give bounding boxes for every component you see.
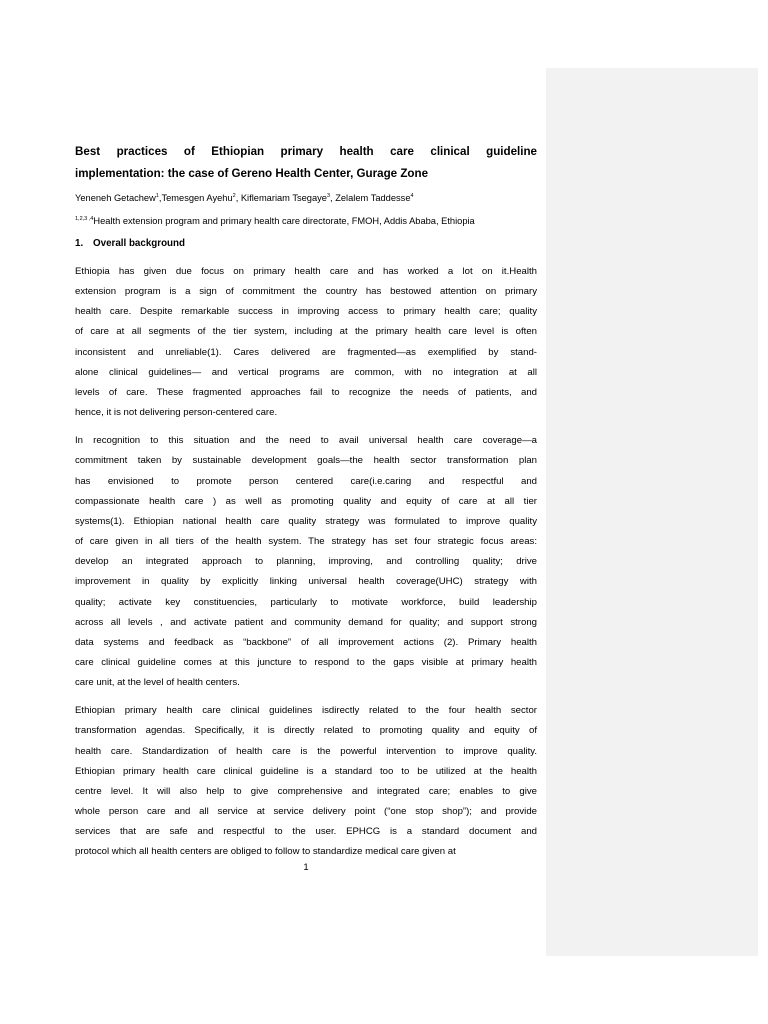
- author-sup: 4: [410, 193, 414, 199]
- author-list: [75, 191, 537, 205]
- paragraph-line: levels of care. These fragmented approaches fail to recognize the needs of patients, and: [75, 386, 537, 398]
- paragraph-line: alone clinical guidelines— and vertical programs are common, with no integration at all: [75, 366, 537, 378]
- paragraph-line: protocol which all health centers are obliged to follow to standardize medical care given at: [75, 846, 456, 858]
- title-line-1: Best practices of Ethiopian primary health care clinical guideline: [75, 145, 537, 158]
- paragraph-line: improvement in quality by explicitly linking universal health coverage(UHC) strategy with: [75, 576, 537, 588]
- paragraph-line: services that are safe and respectful to the user. EPHCG is a standard document and: [75, 826, 537, 838]
- paragraph-line: of care at all segments of the tier system, including at the primary health care level is often: [75, 326, 537, 338]
- section-heading: [75, 237, 537, 251]
- author-sup: 1: [155, 193, 159, 199]
- paragraph-line: Ethiopian primary health care clinical guidelines isdirectly related to the four health sector: [75, 705, 537, 717]
- paragraph: [75, 262, 537, 423]
- paragraph-line: whole person care and all service at service delivery point (“one stop shop”); and provide: [75, 806, 537, 818]
- author-name: Yeneneh Getachew: [75, 193, 156, 203]
- section-title: Overall background: [93, 238, 186, 249]
- paragraph-line: quality; activate key constituencies, particularly to motivate workforce, build leadership: [75, 596, 537, 608]
- paragraph-line: inconsistent and unreliable(1). Cares delivered are fragmented—as exemplified by stand-: [75, 346, 537, 358]
- paragraph-line: health care. Despite remarkable success in improving access to primary health care; quality: [75, 306, 537, 318]
- author-sup: 3: [326, 193, 331, 199]
- paragraph-line: centre level. It will also help to give comprehensive and integrated care; enables to give: [75, 785, 537, 797]
- section-number: 1.: [75, 238, 84, 249]
- paragraph-line: commitment taken by sustainable development goals—the health sector transformation plan: [75, 455, 537, 467]
- paragraph-line: systems(1). Ethiopian national health care quality strategy was formulated to improve quality: [75, 515, 537, 527]
- paragraph-line: Ethiopia has given due focus on primary health care and has worked a lot on it.Health: [75, 266, 537, 277]
- paragraph-line: develop an integrated approach to planning, improving, and controlling quality; drive: [75, 556, 537, 568]
- document-title: [75, 141, 537, 185]
- author-name: , Zelalem Taddesse: [330, 193, 411, 203]
- author-name: ,Temesgen Ayehu: [158, 193, 233, 203]
- paragraph-line: transformation agendas. Specifically, it is directly related to promoting quality and equity of: [75, 725, 537, 737]
- paragraph-line: care unit, at the level of health centers.: [75, 677, 240, 689]
- paragraph-line: across all levels , and activate patient and community demand for quality; and support strong: [75, 616, 537, 628]
- paragraph-line: compassionate health care ) as well as promoting quality and equity of care at all tier: [75, 495, 537, 507]
- author-name: , Kiflemariam Tsegaye: [235, 193, 327, 203]
- paragraph-line: Ethiopian primary health care clinical guideline is a standard too to be utilized at the health: [75, 765, 537, 777]
- paragraph-line: health care. Standardization of health care is the powerful intervention to improve quality.: [75, 745, 537, 757]
- affiliation: [75, 214, 537, 228]
- paragraph-line: has envisioned to promote person centered care(i.e.caring and respectful and: [75, 475, 537, 487]
- paragraph-line: In recognition to this situation and the need to avail universal health care coverage—a: [75, 435, 537, 447]
- paragraph-line: care clinical guideline comes at this juncture to respond to the gaps visible at primary health: [75, 656, 537, 668]
- page-number: 1: [303, 862, 309, 873]
- comment-pane: [546, 68, 758, 956]
- paragraphs: [75, 262, 537, 863]
- paragraph: [75, 431, 537, 693]
- affiliation-text: Health extension program and primary health care directorate, FMOH, Addis Ababa, Ethiopia: [93, 216, 475, 226]
- affiliation-sup: 1,2,3 ,4: [75, 216, 94, 222]
- paragraph: [75, 701, 537, 862]
- paragraph-line: extension program is a sign of commitment the country has bestowed attention on primary: [75, 286, 537, 298]
- document-body: [75, 141, 537, 871]
- title-line-2: implementation: the case of Gereno Health Center, Gurage Zone: [75, 167, 429, 180]
- author-sup: 2: [232, 193, 236, 199]
- paragraph-line: of care given in all tiers of the health system. The strategy has set four strategic focus areas:: [75, 536, 537, 548]
- paragraph-line: data systems and feedback as “backbone” of all improvement actions (2). Primary health: [75, 636, 537, 648]
- paragraph-line: hence, it is not delivering person-centered care.: [75, 407, 278, 419]
